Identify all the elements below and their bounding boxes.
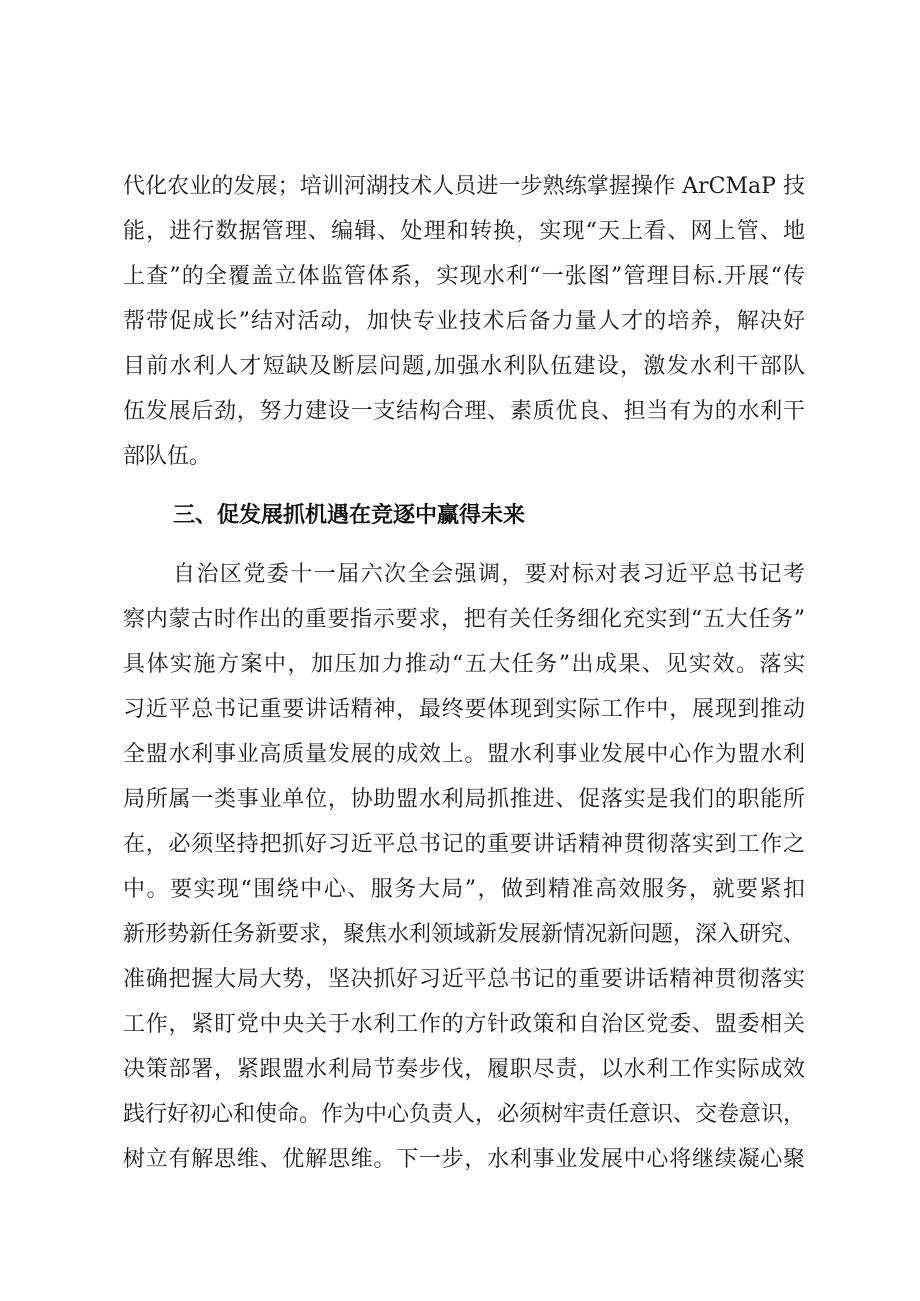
text-line: 新形势新任务新要求，聚焦水利领域新发展新情况新问题，深入研究、 — [123, 922, 805, 947]
text-line: 树立有解思维、优解思维。下一步，水利事业发展中心将继续凝心聚 — [123, 1147, 805, 1172]
text-line: 中。要实现“围绕中心、服务大局”，做到精准高效服务，就要紧扣 — [123, 877, 805, 902]
text-line: 伍发展后劲，努力建设一支结构合理、素质优良、担当有为的水利干 — [123, 399, 805, 424]
text-line: 目前水利人才短缺及断层问题,加强水利队伍建设，激发水利干部队 — [123, 354, 805, 379]
text-line: 工作，紧盯党中央关于水利工作的方针政策和自治区党委、盟委相关 — [123, 1012, 805, 1037]
text-line: 帮带促成长”结对活动，加快专业技术后备力量人才的培养，解决好 — [123, 309, 805, 334]
text-line: 具体实施方案中，加压加力推动“五大任务”出成果、见实效。落实 — [123, 652, 805, 677]
text-line: 代化农业的发展；培训河湖技术人员进一步熟练掌握操作 ArCMaP 技 — [123, 174, 805, 199]
text-line: 准确把握大局大势，坚决抓好习近平总书记的重要讲话精神贯彻落实 — [123, 967, 805, 992]
text-line: 能，进行数据管理、编辑、处理和转换，实现“天上看、网上管、地 — [123, 219, 805, 244]
text-line: 察内蒙古时作出的重要指示要求，把有关任务细化充实到“五大任务” — [123, 607, 805, 632]
text-line: 决策部署，紧跟盟水利局节奏步伐，履职尽责，以水利工作实际成效 — [123, 1057, 805, 1082]
text-line: 部队伍。 — [123, 444, 212, 469]
text-line: 全盟水利事业高质量发展的成效上。盟水利事业发展中心作为盟水利 — [123, 742, 805, 767]
text-line: 践行好初心和使命。作为中心负责人，必须树牢责任意识、交卷意识， — [123, 1102, 805, 1127]
text-line: 上查”的全覆盖立体监管体系，实现水利“一张图”管理目标.开展“传 — [123, 264, 805, 289]
text-line: 自治区党委十一届六次全会强调，要对标对表习近平总书记考 — [173, 562, 805, 587]
document-body — [123, 164, 805, 1182]
text-line: 习近平总书记重要讲话精神，最终要体现到实际工作中，展现到推动 — [123, 697, 805, 722]
paragraph-body — [123, 552, 805, 1182]
section-heading: 三、促发展抓机遇在竞逐中赢得未来 — [173, 503, 526, 528]
paragraph-continuation — [123, 164, 805, 479]
text-line: 局所属一类事业单位，协助盟水利局抓推进、促落实是我们的职能所 — [123, 787, 805, 812]
text-line: 在，必须坚持把抓好习近平总书记的重要讲话精神贯彻落实到工作之 — [123, 832, 805, 857]
